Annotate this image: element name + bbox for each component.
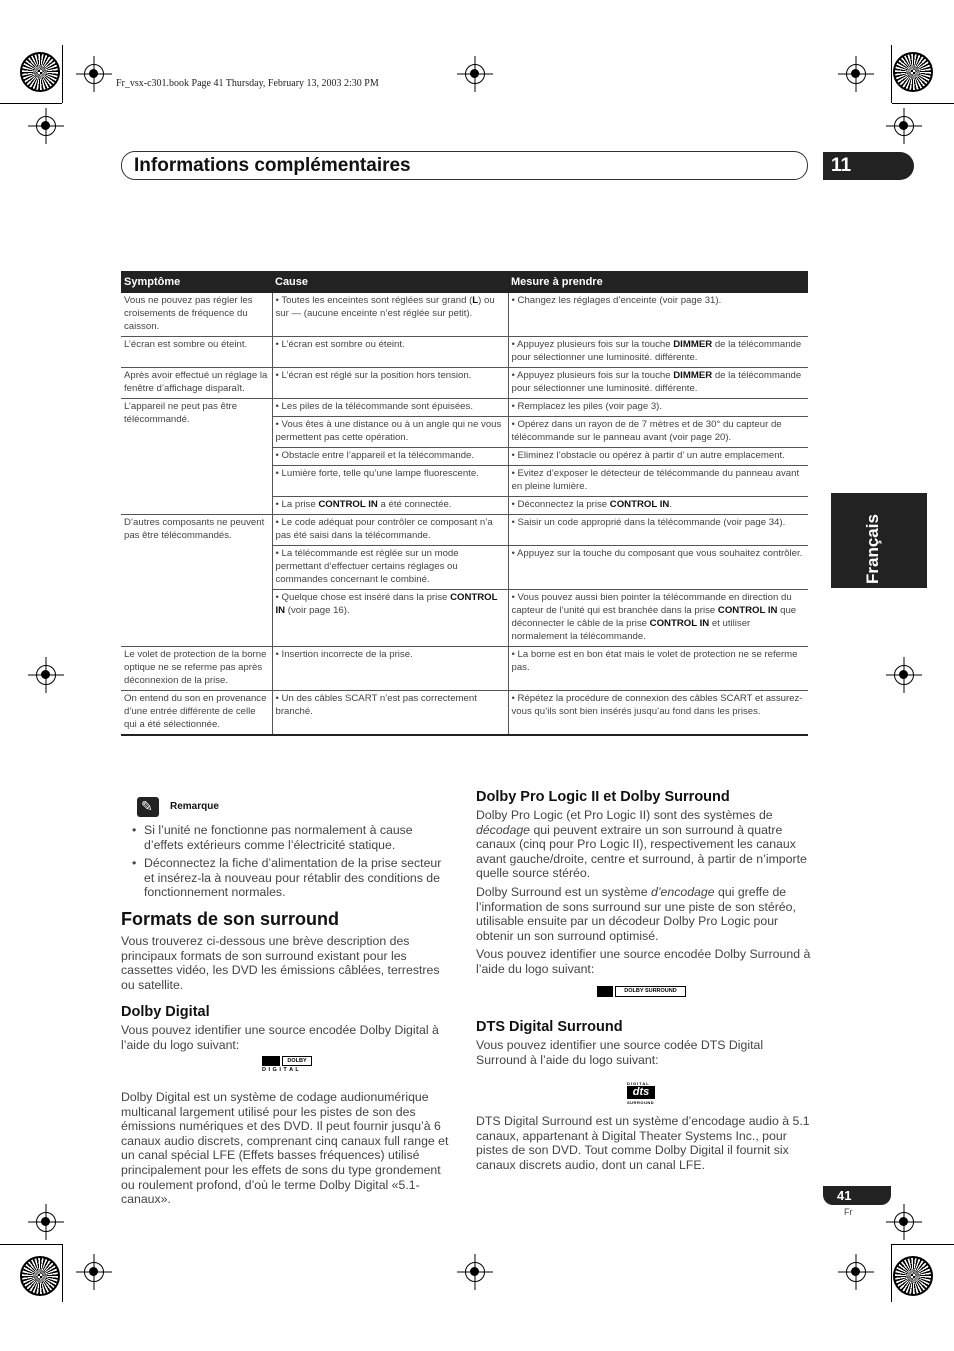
registration-mark (894, 665, 914, 685)
symptom-cell: L’écran est sombre ou éteint. (121, 337, 272, 368)
cause-cell: • Les piles de la télécommande sont épuisées. (272, 399, 508, 417)
table-row (121, 368, 808, 399)
cause-cell: • Toutes les enceintes sont réglées sur grand (L) ou sur — (aucune enceinte n’est réglée sur petit). (272, 293, 508, 337)
crop-mark (891, 1244, 892, 1302)
cause-cell: • La prise CONTROL IN a été connectée. (272, 497, 508, 515)
note-pencil-icon (137, 797, 159, 817)
symptom-cell: Après avoir effectué un réglage la fenêtre d’affichage disparaît. (121, 368, 272, 399)
crop-mark (891, 45, 892, 103)
note-label: Remarque (170, 801, 219, 812)
pro-logic-text-3: Vous pouvez identifier une source encodée Dolby Surround à l’aide du logo suivant: (476, 947, 811, 976)
registration-mark (894, 116, 914, 136)
registration-mark (36, 665, 56, 685)
table-row (121, 293, 808, 337)
language-tab (831, 493, 927, 588)
note-item: • Si l’unité ne fonctionne pas normalement à cause d’effets extérieurs comme l’électricité statique. (132, 823, 450, 852)
dts-heading: DTS Digital Surround (476, 1019, 623, 1035)
registration-mark (894, 1212, 914, 1232)
measure-cell: • Changez les réglages d’enceinte (voir page 31). (508, 293, 808, 337)
registration-mark (465, 1262, 485, 1282)
crop-mark (892, 103, 954, 104)
measure-cell: • Eliminez l’obstacle ou opérez à partir d’ un autre emplacement. (508, 448, 808, 466)
starburst-mark (20, 52, 60, 92)
measure-cell: • Vous pouvez aussi bien pointer la télécommande en direction du capteur de l’unité qui est branchée dans la prise CONTROL IN que déconnecter le câble de la prise CONTROL IN et utiliser normalement la télécommande. (508, 590, 808, 647)
measure-cell: • Opérez dans un rayon de de 7 mètres et de 30° du capteur de télécommande sur le panneau avant (voir page 20). (508, 417, 808, 448)
table-row (121, 399, 808, 417)
symptom-cell: Le volet de protection de la borne optique ne se referme pas après déconnexion de la prise. (121, 647, 272, 691)
registration-mark (84, 64, 104, 84)
measure-cell: • La borne est en bon état mais le volet de protection ne se referme pas. (508, 647, 808, 691)
note-item: • Déconnectez la fiche d’alimentation de la prise secteur et insérez-la à nouveau pour rétablir des conditions de fonctionnement normales. (132, 856, 450, 900)
page-number: 41 (823, 1186, 891, 1205)
note-list (132, 823, 450, 904)
dts-logo-bottom: SURROUND (627, 1100, 655, 1105)
cause-cell: • L’écran est sombre ou éteint. (272, 337, 508, 368)
symptom-cell: D’autres composants ne peuvent pas être télécommandés. (121, 515, 272, 647)
registration-mark (846, 1262, 866, 1282)
symptom-cell: L’appareil ne peut pas être télécommandé. (121, 399, 272, 515)
double-d-icon (597, 986, 613, 997)
crop-mark (62, 45, 63, 103)
cause-cell: • Obstacle entre l’appareil et la télécommande. (272, 448, 508, 466)
cause-cell: • L’écran est réglé sur la position hors tension. (272, 368, 508, 399)
table-row (121, 691, 808, 736)
registration-mark (36, 1212, 56, 1232)
chapter-number: 11 (823, 152, 914, 180)
registration-mark (846, 64, 866, 84)
measure-cell: • Déconnectez la prise CONTROL IN. (508, 497, 808, 515)
table-row (121, 647, 808, 691)
cause-cell: • Le code adéquat pour contrôler ce composant n’a pas été saisi dans la télécommande. (272, 515, 508, 546)
dts-logo-word: dts (627, 1086, 655, 1099)
measure-cell: • Appuyez plusieurs fois sur la touche DIMMER de la télécommande pour sélectionner une luminosité. différente. (508, 368, 808, 399)
measure-cell: • Evitez d’exposer le détecteur de télécommande du panneau avant en pleine lumière. (508, 466, 808, 497)
troubleshooting-table (121, 271, 808, 736)
cause-cell: • Lumière forte, telle qu’une lampe fluorescente. (272, 466, 508, 497)
column-header-cause: Cause (272, 271, 508, 293)
surround-intro: Vous trouverez ci-dessous une brève description des principaux formats de son surround existant pour les cassettes vidéo, les DVD les émissions câblées, terrestres ou satellite. (121, 934, 440, 992)
measure-cell: • Appuyez sur la touche du composant que vous souhaitez contrôler. (508, 546, 808, 590)
dolby-digital-heading: Dolby Digital (121, 1004, 210, 1020)
double-d-icon (262, 1056, 280, 1066)
crop-mark (0, 103, 62, 104)
dolby-digital-text-2: Dolby Digital est un système de codage audionumérique multicanal largement utilisé pour les pistes de son des émissions numériques et des DVD. Il peut fournir jusqu’à 6 canaux audio discrets, comprenant cinq canaux full range et un canal spécial LFE (Effets basses fréquences) utilisé principalement pour les effets de sons du type grondement ou roulement profond, d’où le terme Dolby Digital «5.1-canaux». (121, 1090, 449, 1207)
print-header: Fr_vsx-c301.book Page 41 Thursday, February 13, 2003 2:30 PM (116, 78, 379, 89)
starburst-mark (20, 1256, 60, 1296)
column-header-symptom: Symptôme (121, 271, 272, 293)
starburst-mark (893, 52, 933, 92)
language-tab-label: Français (863, 514, 882, 584)
symptom-cell: On entend du son en provenance d’une entrée différente de celle qui a été sélectionnée. (121, 691, 272, 736)
crop-mark (892, 1244, 954, 1245)
symptom-cell: Vous ne pouvez pas régler les croisements de fréquence du caisson. (121, 293, 272, 337)
crop-mark (62, 1244, 63, 1302)
measure-cell: • Saisir un code approprié dans la télécommande (voir page 34). (508, 515, 808, 546)
dolby-logo-word: DOLBY (282, 1056, 312, 1066)
crop-mark (0, 1244, 62, 1245)
chapter-header (121, 151, 808, 180)
column-header-measure: Mesure à prendre (508, 271, 808, 293)
table-header-row (121, 271, 808, 293)
measure-cell: • Appuyez plusieurs fois sur la touche DIMMER de la télécommande pour sélectionner une luminosité. différente. (508, 337, 808, 368)
section-title: Formats de son surround (121, 909, 340, 929)
digital-logo-word: D I G I T A L (262, 1067, 300, 1073)
cause-cell: • Vous êtes à une distance ou à un angle qui ne vous permettent pas cette opération. (272, 417, 508, 448)
registration-mark (465, 64, 485, 84)
table-row (121, 337, 808, 368)
table-row (121, 515, 808, 546)
cause-cell: • Insertion incorrecte de la prise. (272, 647, 508, 691)
dolby-digital-text-1: Vous pouvez identifier une source encodée Dolby Digital à l’aide du logo suivant: (121, 1023, 439, 1052)
chapter-title: Informations complémentaires (134, 155, 411, 176)
cause-cell: • Quelque chose est inséré dans la prise CONTROL IN (voir page 16). (272, 590, 508, 647)
dts-logo-top: DIGITAL (627, 1081, 650, 1086)
cause-cell: • La télécommande est réglée sur un mode permettant d’effectuer certains réglages ou commandes concernant le combiné. (272, 546, 508, 590)
pro-logic-text-2: Dolby Surround est un système d’encodage qui greffe de l’information de sons surround sur une piste de son stéréo, utilisable ensuite par un décodeur Dolby Pro Logic pour obtenir un son surround optimisé. (476, 885, 796, 943)
dts-logo (627, 1081, 655, 1105)
dts-text-1: Vous pouvez identifier une source codée DTS Digital Surround à l’aide du logo suivant: (476, 1038, 764, 1067)
registration-mark (36, 116, 56, 136)
dts-text-2: DTS Digital Surround est un système d’encodage audio à 5.1 canaux, appartenant à Digital Theater Systems Inc., pour pistes de son DVD. Tout comme Dolby Digital il fournit six canaux discrets audio, dont un canal LFE. (476, 1114, 810, 1172)
pro-logic-heading: Dolby Pro Logic II et Dolby Surround (476, 789, 730, 805)
dolby-surround-logo (597, 986, 688, 998)
cause-cell: • Un des câbles SCART n’est pas correctement branché. (272, 691, 508, 736)
measure-cell: • Répétez la procédure de connexion des câbles SCART et assurez-vous qu’ils sont bien insérés jusqu’au fond dans les prises. (508, 691, 808, 736)
pro-logic-text-1: Dolby Pro Logic (et Pro Logic II) sont des systèmes de décodage qui peuvent extraire un son surround à quatre canaux (cinq pour Pro Logic II), respectivement les canaux avant gauche/droite, centre et surround, à partir de n’importe quelle source stéréo. (476, 808, 807, 881)
dolby-digital-logo (262, 1056, 314, 1074)
measure-cell: • Remplacez les piles (voir page 3). (508, 399, 808, 417)
dolby-surround-logo-word: DOLBY SURROUND (615, 986, 686, 997)
registration-mark (84, 1262, 104, 1282)
starburst-mark (893, 1256, 933, 1296)
page-language: Fr (844, 1207, 853, 1217)
